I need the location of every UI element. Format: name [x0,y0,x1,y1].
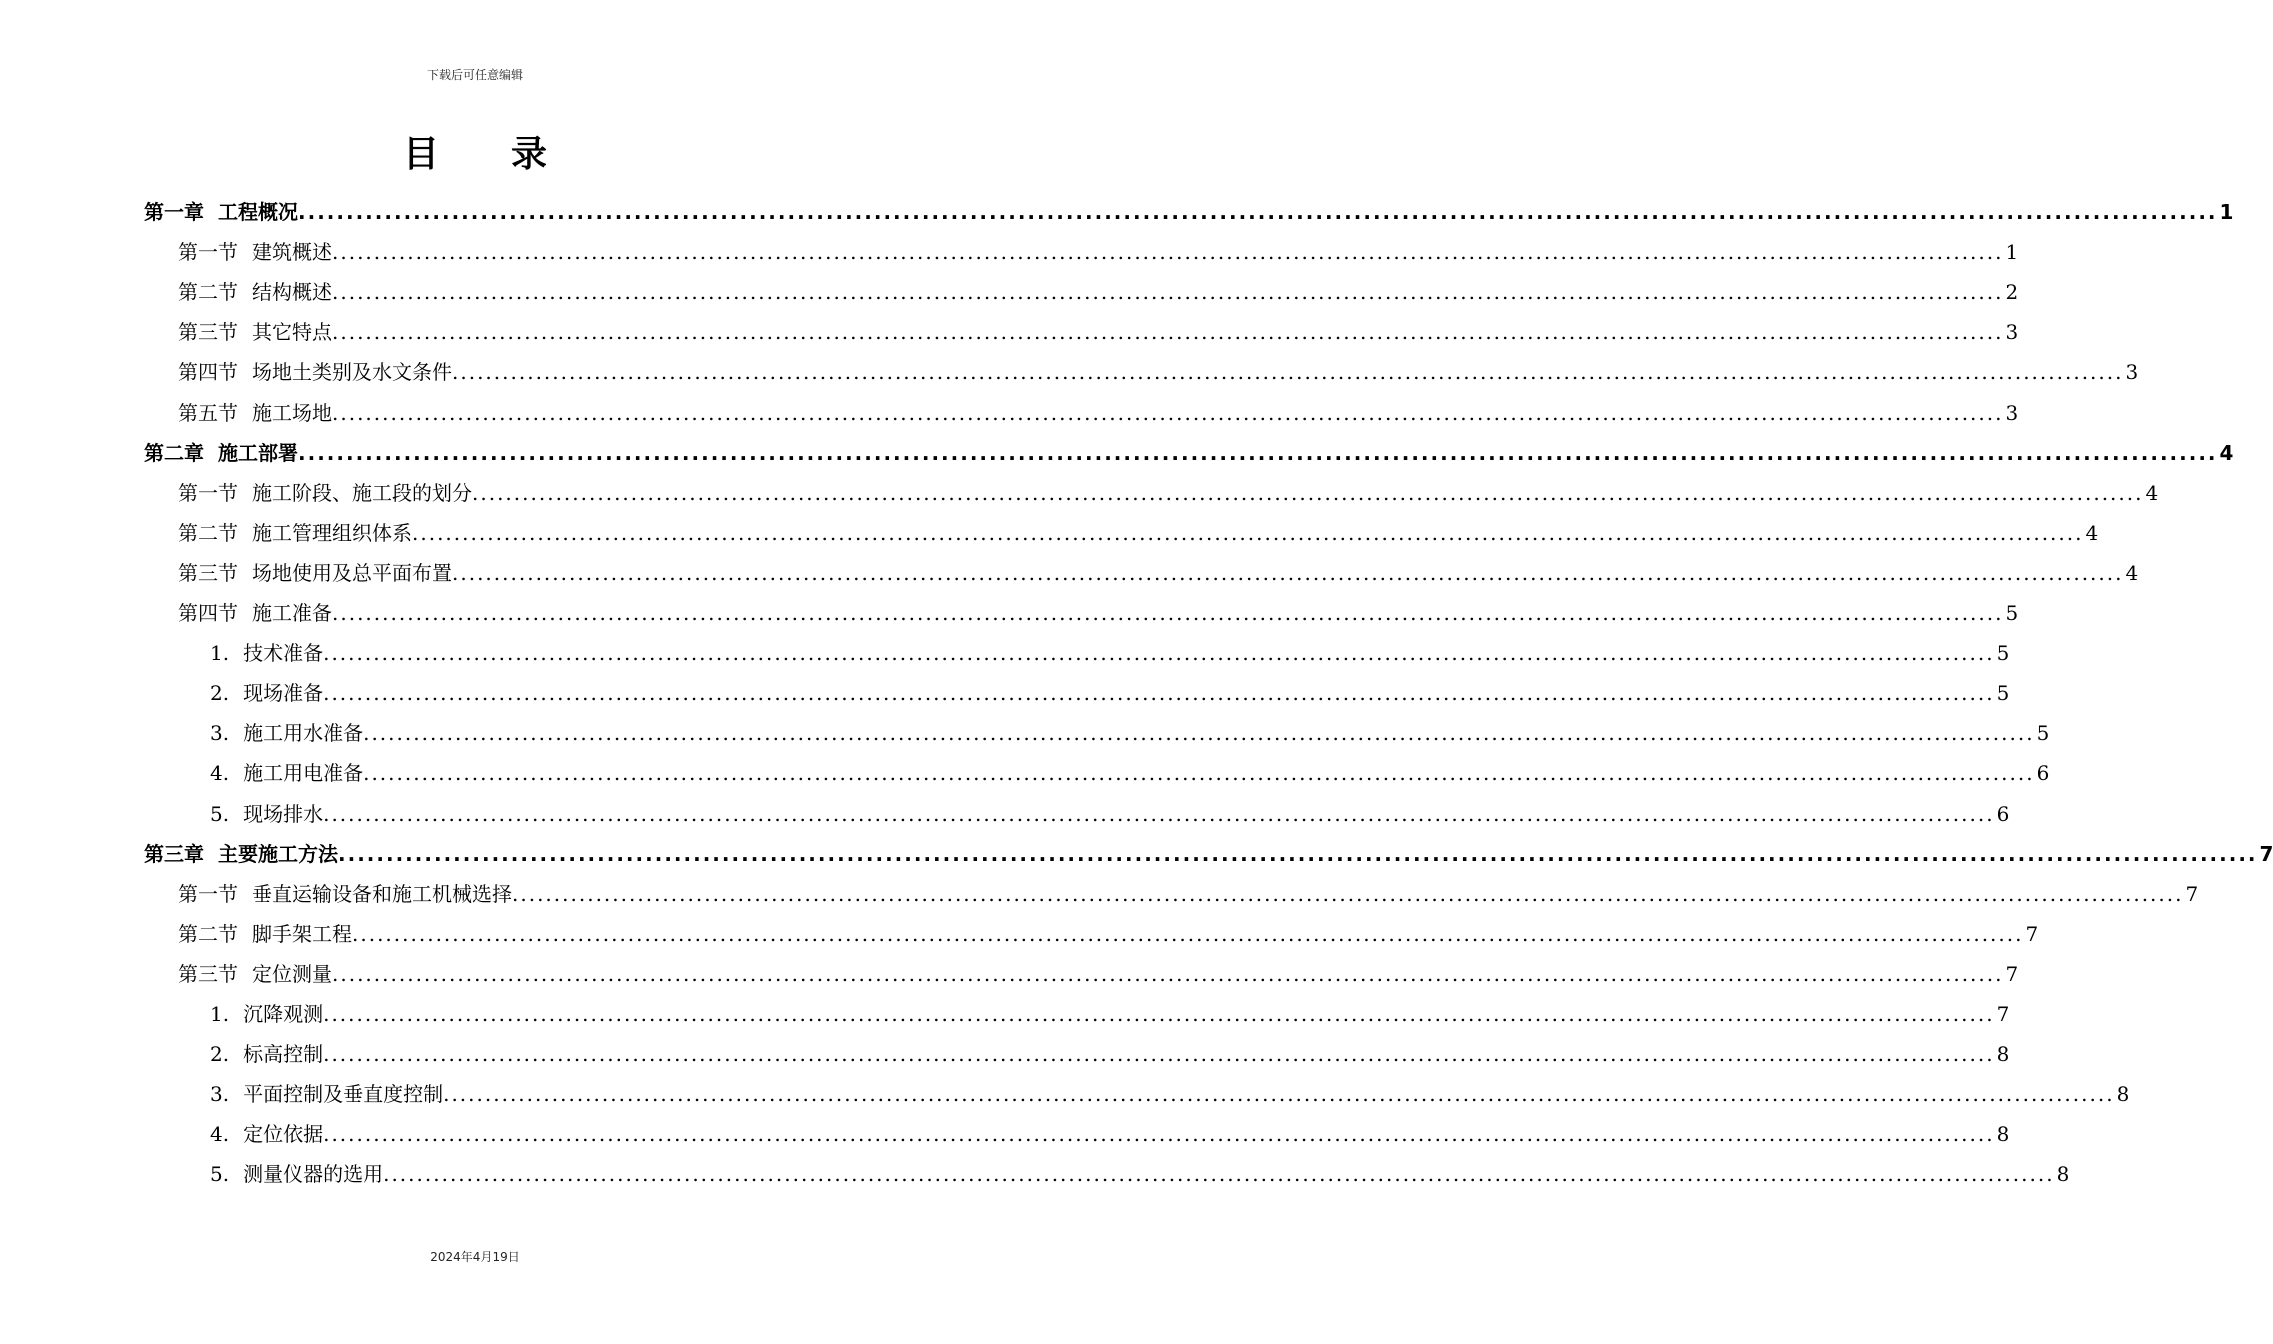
toc-entry-text: 施工部署 [218,440,298,465]
toc-entry-text: 标高控制 [243,1042,324,1067]
toc-entry-text: 施工用水准备 [243,721,364,746]
toc-entry-text: 测量仪器的选用 [243,1162,384,1187]
toc-entry-number: 3. [210,1082,230,1107]
toc-dot-leader: ........................................................................................................................................................................................................ [323,1002,1995,1026]
toc-subsection-entry[interactable] [210,994,2010,1034]
toc-entry-label [210,753,363,793]
toc-entry-label [178,232,332,272]
toc-dot-leader: ........................................................................................................................................................................................................ [323,1122,1995,1147]
toc-chapter-entry[interactable] [144,433,2234,473]
toc-entry-label [210,794,323,834]
toc-entry-number: 第三节 [178,320,238,345]
toc-entry-text: 沉降观测 [243,1002,324,1026]
toc-section-entry[interactable] [178,393,2019,433]
toc-page-number: 4 [2219,440,2234,465]
toc-subsection-entry[interactable] [210,753,2050,793]
toc-entry-label [210,1074,443,1114]
toc-entry-text: 定位测量 [252,961,332,986]
toc-entry-label [144,192,298,232]
toc-entry-number: 第二节 [178,280,238,305]
toc-page-number: 8 [2056,1162,2070,1187]
toc-page-number: 4 [2145,480,2159,505]
toc-dot-leader: ........................................................................................................................................................................................................ [332,601,2004,625]
toc-entry-text: 场地土类别及水文条件 [252,360,452,385]
toc-subsection-entry[interactable] [210,1074,2130,1114]
toc-entry-label [178,553,452,593]
toc-entry-text: 其它特点 [252,320,332,345]
toc-dot-leader: ........................................................................................................................................................................................................ [383,1162,2055,1187]
toc-entry-label [178,513,412,553]
toc-entry-label [210,1114,323,1154]
toc-chapter-entry[interactable] [144,834,2273,874]
toc-page-number: 7 [2005,961,2019,986]
toc-dot-leader: ........................................................................................................................................................................................................ [412,520,2084,545]
toc-entry-text: 技术准备 [243,641,324,666]
toc-entry-number: 第一节 [178,881,238,906]
toc-entry-text: 建筑概述 [252,240,332,265]
toc-dot-leader: ........................................................................................................................................................................................................ [452,560,2124,585]
toc-entry-text: 施工用电准备 [243,761,364,786]
toc-entry-text: 现场准备 [243,681,324,706]
toc-entry-label [144,433,298,473]
toc-dot-leader: ........................................................................................................................................................................................................ [338,841,2258,866]
toc-subsection-entry[interactable] [210,1114,2010,1154]
toc-page-number: 7 [1996,1002,2010,1026]
toc-entry-text: 工程概况 [218,200,298,224]
toc-dot-leader: ........................................................................................................................................................................................................ [298,440,2218,465]
toc-dot-leader: ........................................................................................................................................................................................................ [363,721,2035,746]
toc-page-number: 1 [2219,200,2234,224]
toc-entry-number: 5. [210,1162,230,1187]
toc-entry-text: 脚手架工程 [252,921,352,946]
toc-entry-label [178,874,512,914]
toc-section-entry[interactable] [178,593,2019,633]
toc-entry-label [210,713,363,753]
toc-page-number: 7 [2025,921,2039,946]
toc-dot-leader: ........................................................................................................................................................................................................ [352,921,2024,946]
toc-section-entry[interactable] [178,232,2019,272]
toc-dot-leader: ........................................................................................................................................................................................................ [323,681,1995,706]
toc-page-number: 5 [1996,681,2010,706]
toc-entry-text: 施工准备 [252,601,332,625]
toc-subsection-entry[interactable] [210,713,2050,753]
toc-entry-number: 1. [210,1002,230,1026]
toc-subsection-entry[interactable] [210,794,2010,834]
toc-page-number: 6 [2036,761,2050,786]
toc-section-entry[interactable] [178,272,2019,312]
toc-entry-number: 第三节 [178,961,238,986]
toc-subsection-entry[interactable] [210,673,2010,713]
toc-page-number: 8 [2116,1082,2130,1107]
toc-entry-text: 平面控制及垂直度控制 [243,1082,444,1107]
toc-entry-number: 第四节 [178,360,238,385]
toc-section-entry[interactable] [178,312,2019,352]
toc-chapter-entry[interactable] [144,192,2234,232]
toc-page-number: 8 [1996,1042,2010,1067]
toc-entry-number: 第二节 [178,520,238,545]
toc-entry-label [210,1154,383,1194]
toc-page-number: 4 [2125,560,2139,585]
toc-entry-number: 2. [210,681,230,706]
toc-entry-label [178,954,332,994]
toc-entry-label [178,312,332,352]
toc-entry-label [210,633,323,673]
toc-section-entry[interactable] [178,473,2159,513]
toc-dot-leader: ........................................................................................................................................................................................................ [512,881,2184,906]
toc-entry-number: 5. [210,801,230,826]
toc-entry-label [210,994,323,1034]
toc-entry-number: 第二章 [144,440,204,465]
toc-entry-label [178,352,452,392]
toc-entry-text: 场地使用及总平面布置 [252,560,452,585]
toc-entry-label [178,393,332,433]
toc-dot-leader: ........................................................................................................................................................................................................ [323,801,1995,826]
toc-entry-label [144,834,338,874]
toc-entry-number: 1. [210,641,230,666]
toc-dot-leader: ........................................................................................................................................................................................................ [332,320,2004,345]
toc-section-entry[interactable] [178,553,2139,593]
toc-dot-leader: ........................................................................................................................................................................................................ [363,761,2035,786]
toc-entry-number: 第一节 [178,480,238,505]
toc-dot-leader: ........................................................................................................................................................................................................ [472,480,2144,505]
toc-entry-text: 垂直运输设备和施工机械选择 [252,881,512,906]
toc-page-number: 5 [2036,721,2050,746]
toc-entry-number: 2. [210,1042,230,1067]
toc-dot-leader: ........................................................................................................................................................................................................ [332,400,2004,425]
toc-section-entry[interactable] [178,874,2199,914]
page-title: 目录 [402,134,619,175]
toc-entry-label [178,473,472,513]
toc-entry-text: 施工阶段、施工段的划分 [252,480,472,505]
toc-dot-leader: ........................................................................................................................................................................................................ [332,240,2004,265]
toc-subsection-entry[interactable] [210,1034,2010,1074]
toc-dot-leader: ........................................................................................................................................................................................................ [332,280,2004,305]
toc-entry-number: 4. [210,761,230,786]
toc-entry-label [210,1034,323,1074]
toc-entry-text: 结构概述 [252,280,332,305]
toc-entry-number: 第五节 [178,400,238,425]
toc-dot-leader: ........................................................................................................................................................................................................ [323,641,1995,666]
toc-page-number: 7 [2259,841,2273,866]
toc-dot-leader: ........................................................................................................................................................................................................ [298,200,2218,224]
toc-dot-leader: ........................................................................................................................................................................................................ [443,1082,2115,1107]
toc-entry-number: 3. [210,721,230,746]
toc-dot-leader: ........................................................................................................................................................................................................ [323,1042,1995,1067]
toc-page-number: 2 [2005,280,2019,305]
toc-page-number: 3 [2005,400,2019,425]
toc-dot-leader: ........................................................................................................................................................................................................ [332,961,2004,986]
toc-page-number: 3 [2125,360,2139,385]
toc-entry-number: 第三章 [144,841,204,866]
toc-entry-number: 第四节 [178,601,238,625]
toc-page-number: 5 [2005,601,2019,625]
toc-dot-leader: ........................................................................................................................................................................................................ [452,360,2124,385]
footer-date: 2024年4月19日 [430,1250,520,1264]
toc-subsection-entry[interactable] [210,1154,2070,1194]
toc-entry-text: 现场排水 [243,801,324,826]
toc-entry-label [178,272,332,312]
toc-subsection-entry[interactable] [210,633,2010,673]
toc-entry-number: 第一章 [144,200,204,224]
header-note: 下载后可任意编辑 [426,68,523,82]
toc-section-entry[interactable] [178,914,2039,954]
toc-entry-number: 4. [210,1122,230,1147]
toc-page-number: 3 [2005,320,2019,345]
toc-page-number: 5 [1996,641,2010,666]
toc-page-number: 7 [2185,881,2199,906]
toc-page-number: 1 [2005,240,2019,265]
toc-page-number: 6 [1996,801,2010,826]
toc-page-number: 8 [1996,1122,2010,1147]
toc-entry-label [178,914,352,954]
toc-entry-label [210,673,323,713]
toc-section-entry[interactable] [178,954,2019,994]
toc-entry-text: 定位依据 [243,1122,324,1147]
toc-entry-text: 主要施工方法 [218,841,338,866]
toc-page-number: 4 [2085,520,2099,545]
toc-entry-text: 施工场地 [252,400,332,425]
toc-section-entry[interactable] [178,513,2099,553]
toc-entry-number: 第三节 [178,560,238,585]
toc-entry-number: 第二节 [178,921,238,946]
toc-entry-label [178,593,332,633]
toc-entry-number: 第一节 [178,240,238,265]
toc-section-entry[interactable] [178,352,2139,392]
toc-entry-text: 施工管理组织体系 [252,520,412,545]
